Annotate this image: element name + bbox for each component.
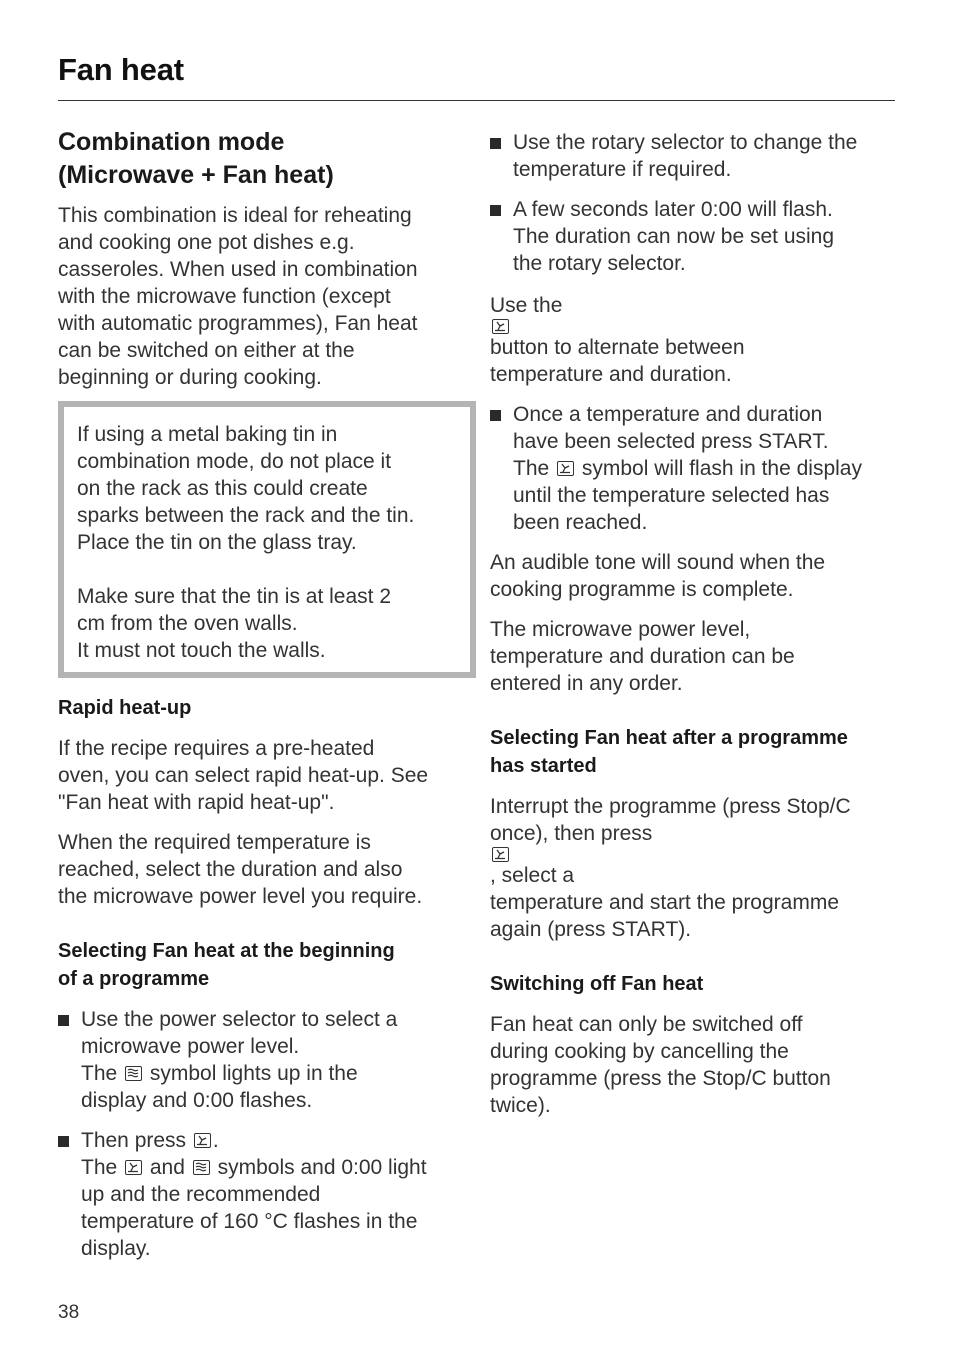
fan-heat-icon bbox=[492, 847, 509, 862]
right-column bbox=[490, 129, 900, 1119]
warning-paragraph bbox=[77, 583, 458, 664]
text-line: temperature and duration can be bbox=[490, 645, 795, 668]
after-heading-line: has started bbox=[490, 755, 597, 777]
off-heading bbox=[490, 970, 900, 998]
text-line bbox=[513, 455, 900, 482]
text-line: When the required temperature is bbox=[58, 831, 371, 854]
text-line bbox=[490, 820, 900, 889]
text-line: the microwave power level you require. bbox=[58, 885, 423, 908]
text-line: It must not touch the walls. bbox=[77, 639, 326, 662]
text-line: Use the power selector to select a bbox=[81, 1008, 398, 1031]
text-fragment: The bbox=[513, 457, 550, 480]
text-line: reached, select the duration and also bbox=[58, 858, 403, 881]
alternate-paragraph bbox=[490, 292, 900, 388]
text-fragment: symbol will flash in the display bbox=[581, 457, 862, 480]
text-line: "Fan heat with rapid heat-up". bbox=[58, 791, 335, 814]
text-line: If using a metal baking tin in bbox=[77, 423, 338, 446]
text-line: temperature of 160 °C flashes in the bbox=[81, 1210, 418, 1233]
microwave-icon bbox=[193, 1160, 210, 1175]
text-line: The microwave power level, bbox=[490, 618, 751, 641]
text-fragment: The bbox=[81, 1062, 118, 1085]
text-line: combination mode, do not place it bbox=[77, 450, 392, 473]
text-line bbox=[81, 1154, 468, 1181]
text-line: oven, you can select rapid heat-up. See bbox=[58, 764, 429, 787]
select-heading-line: of a programme bbox=[58, 968, 210, 990]
text-line: Make sure that the tin is at least 2 bbox=[77, 585, 391, 608]
text-fragment: symbol lights up in the bbox=[149, 1062, 358, 1085]
list-item bbox=[490, 129, 900, 183]
list-item bbox=[490, 196, 900, 277]
microwave-icon bbox=[125, 1066, 142, 1081]
text-fragment: and bbox=[149, 1156, 185, 1179]
text-line: A few seconds later 0:00 will flash. bbox=[513, 198, 833, 221]
text-fragment: , select a bbox=[490, 864, 575, 887]
text-line: have been selected press START. bbox=[513, 430, 829, 453]
text-line: Place the tin on the glass tray. bbox=[77, 531, 357, 554]
text-line: casseroles. When used in combination bbox=[58, 258, 418, 281]
list-item bbox=[58, 1127, 468, 1262]
text-fragment: once), then press bbox=[490, 822, 653, 845]
text-line: entered in any order. bbox=[490, 672, 683, 695]
text-line: with the microwave function (except bbox=[58, 285, 391, 308]
text-line: again (press START). bbox=[490, 918, 692, 941]
text-fragment: Then press bbox=[81, 1129, 187, 1152]
text-line: Once a temperature and duration bbox=[513, 403, 823, 426]
text-line: sparks between the rack and the tin. bbox=[77, 504, 415, 527]
text-line: temperature and duration. bbox=[490, 363, 732, 386]
off-paragraph bbox=[490, 1011, 900, 1119]
warning-box bbox=[58, 401, 476, 678]
after-heading-line: Selecting Fan heat after a programme bbox=[490, 727, 848, 749]
rapid-paragraph bbox=[58, 735, 468, 816]
interrupt-paragraph bbox=[490, 793, 900, 943]
rapid-heading bbox=[58, 694, 468, 722]
text-line: and cooking one pot dishes e.g. bbox=[58, 231, 355, 254]
section-heading-line: (Microwave + Fan heat) bbox=[58, 161, 334, 189]
rapid-heading-text: Rapid heat-up bbox=[58, 697, 192, 719]
left-column bbox=[58, 126, 468, 1262]
text-line: beginning or during cooking. bbox=[58, 366, 322, 389]
text-line: cooking programme is complete. bbox=[490, 578, 794, 601]
text-line bbox=[81, 1127, 468, 1154]
fan-heat-icon bbox=[557, 461, 574, 476]
text-line: This combination is ideal for reheating bbox=[58, 204, 412, 227]
text-line: until the temperature selected has bbox=[513, 484, 830, 507]
select-heading bbox=[58, 937, 468, 993]
order-paragraph bbox=[490, 616, 900, 697]
text-line: display. bbox=[81, 1237, 151, 1260]
text-fragment: button to alternate between bbox=[490, 336, 745, 359]
text-line: up and the recommended bbox=[81, 1183, 321, 1206]
text-line: An audible tone will sound when the bbox=[490, 551, 826, 574]
text-line: the rotary selector. bbox=[513, 252, 686, 275]
after-heading bbox=[490, 724, 900, 780]
text-line: display and 0:00 flashes. bbox=[81, 1089, 313, 1112]
text-line: temperature if required. bbox=[513, 158, 732, 181]
text-line: Interrupt the programme (press Stop/C bbox=[490, 795, 851, 818]
fan-heat-icon bbox=[125, 1160, 142, 1175]
section-heading-line: Combination mode bbox=[58, 128, 285, 156]
text-fragment: . bbox=[212, 1129, 219, 1152]
text-line: with automatic programmes), Fan heat bbox=[58, 312, 418, 335]
text-fragment: Use the bbox=[490, 294, 563, 317]
text-line: can be switched on either at the bbox=[58, 339, 355, 362]
text-line: If the recipe requires a pre-heated bbox=[58, 737, 375, 760]
bullet-square-icon bbox=[490, 410, 501, 421]
list-item bbox=[58, 1006, 468, 1114]
bullet-square-icon bbox=[490, 205, 501, 216]
section-heading bbox=[58, 126, 468, 192]
warning-paragraph bbox=[77, 421, 458, 556]
text-fragment: symbols and 0:00 light bbox=[217, 1156, 427, 1179]
text-fragment: The bbox=[81, 1156, 118, 1179]
off-heading-text: Switching off Fan heat bbox=[490, 973, 704, 995]
intro-paragraph bbox=[58, 202, 468, 391]
text-line: programme (press the Stop/C button bbox=[490, 1067, 831, 1090]
text-line: microwave power level. bbox=[81, 1035, 300, 1058]
text-line: temperature and start the programme bbox=[490, 891, 840, 914]
fan-heat-icon bbox=[194, 1133, 211, 1148]
bullet-square-icon bbox=[58, 1015, 69, 1026]
list-item bbox=[490, 401, 900, 536]
text-line: Fan heat can only be switched off bbox=[490, 1013, 803, 1036]
tone-paragraph bbox=[490, 549, 900, 603]
fan-heat-icon bbox=[492, 319, 509, 334]
text-line: The duration can now be set using bbox=[513, 225, 835, 248]
text-line: cm from the oven walls. bbox=[77, 612, 298, 635]
page-title: Fan heat bbox=[58, 52, 184, 87]
rapid-paragraph bbox=[58, 829, 468, 910]
text-line: twice). bbox=[490, 1094, 551, 1117]
text-line: during cooking by cancelling the bbox=[490, 1040, 789, 1063]
text-line bbox=[490, 292, 900, 361]
bullet-square-icon bbox=[490, 138, 501, 149]
title-rule bbox=[58, 100, 895, 101]
text-line bbox=[81, 1060, 468, 1087]
bullet-square-icon bbox=[58, 1136, 69, 1147]
text-line: on the rack as this could create bbox=[77, 477, 368, 500]
text-line: been reached. bbox=[513, 511, 648, 534]
page-number: 38 bbox=[58, 1302, 80, 1323]
text-line: Use the rotary selector to change the bbox=[513, 131, 858, 154]
select-heading-line: Selecting Fan heat at the beginning bbox=[58, 940, 395, 962]
